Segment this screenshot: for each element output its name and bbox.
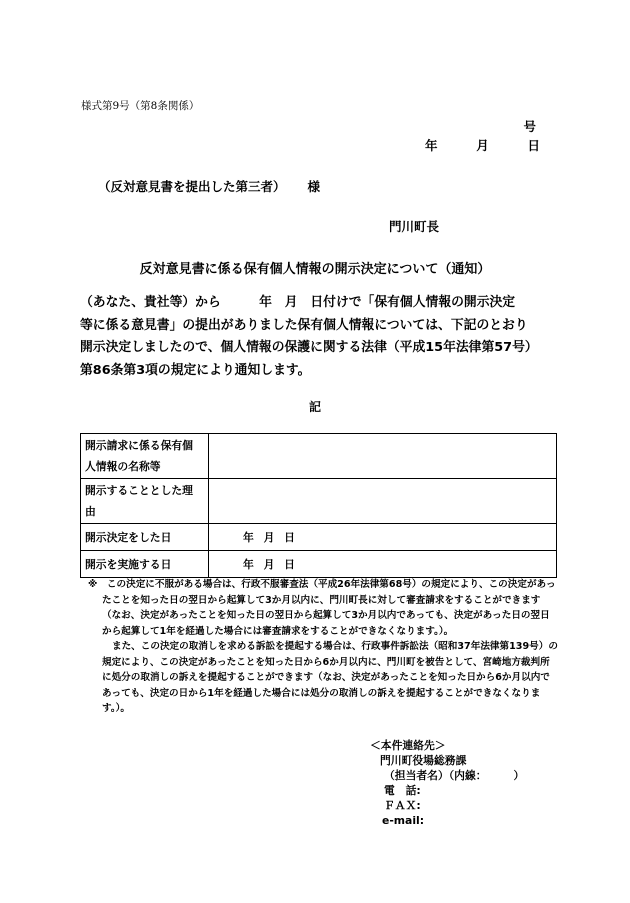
body-line: 第86条第3項の規定により通知します。 — [80, 362, 311, 378]
document-date — [425, 136, 540, 154]
contact-heading: ＜本件連絡先＞ — [370, 739, 446, 752]
row-value — [209, 434, 557, 479]
contact-email: e-mail: — [382, 814, 425, 827]
note-administrative-appeal: ※ この決定に不服がある場合は、行政不服審査法（平成26年法律第68号）の規定により、この決定があったことを知った日の翌日から起算して3か月以内に、門川町長に対して審査請求をすることができます（なお、決定があったことを知った日の翌日から起算して3か月以内であっても、決定があった日の翌日から起算して1年を経過した場合には審査請求をすることができなくなります。）。 — [88, 579, 556, 637]
addressee-name: （反対意見書を提出した第三者） — [98, 179, 286, 194]
table-row — [81, 479, 557, 524]
document-number-suffix: 号 — [523, 119, 537, 134]
form-number: 様式第9号（第8条関係） — [81, 100, 200, 112]
contact-fax: ＦＡＸ: — [384, 799, 421, 812]
note-lawsuit: また、この決定の取消しを求める訴訟を提起する場合は、行政事件訴訟法（昭和37年法律第139号）の規定により、この決定があったことを知った日から6か月以内に、門川町を被告として、宮崎地方裁判所に処分の取消しの訴えを提起することができます（なお、決定があったことを知った日から6か月以内であっても、決定の日から1年を経過した場合には処分の取消しの訴えを提起することができなくなります。）。 — [102, 641, 558, 714]
addressee-honorific: 様 — [307, 179, 321, 194]
body-line: 等に係る意見書」の提出がありました保有個人情報については、下記のとおり — [80, 317, 528, 333]
table-row — [81, 434, 557, 479]
document-title: 反対意見書に係る保有個人情報の開示決定について（通知） — [139, 262, 491, 277]
sender: 門川町長 — [389, 219, 440, 234]
row-value: 年 月 日 — [209, 551, 557, 578]
date-year: 年 — [425, 138, 438, 153]
disclosure-table — [80, 433, 557, 578]
body-line: 開示決定しましたので、個人情報の保護に関する法律（平成15年法律第57号） — [80, 340, 538, 355]
row-label: 開示することとした理 由 — [81, 479, 209, 524]
ki-heading: 記 — [308, 400, 321, 414]
date-month: 月 — [476, 138, 489, 153]
appeal-notes — [88, 577, 558, 717]
contact-department: 門川町役場総務課 — [380, 754, 467, 767]
row-value — [209, 479, 557, 524]
row-label: 開示決定をした日 — [81, 524, 209, 551]
body-line: （あなた、貴社等）から 年 月 日付けで「保有個人情報の開示決定 — [80, 295, 516, 310]
row-label: 開示請求に係る保有個 人情報の名称等 — [81, 434, 209, 479]
contact-phone: 電 話: — [384, 784, 421, 797]
body-text — [80, 292, 560, 382]
contact-block — [370, 738, 524, 828]
row-label: 開示を実施する日 — [81, 551, 209, 578]
table-row — [81, 524, 557, 551]
row-value: 年 月 日 — [209, 524, 557, 551]
addressee — [98, 177, 320, 195]
table-row — [81, 551, 557, 578]
date-day: 日 — [527, 138, 540, 153]
contact-person: （担当者名）（内線： ） — [384, 769, 525, 782]
